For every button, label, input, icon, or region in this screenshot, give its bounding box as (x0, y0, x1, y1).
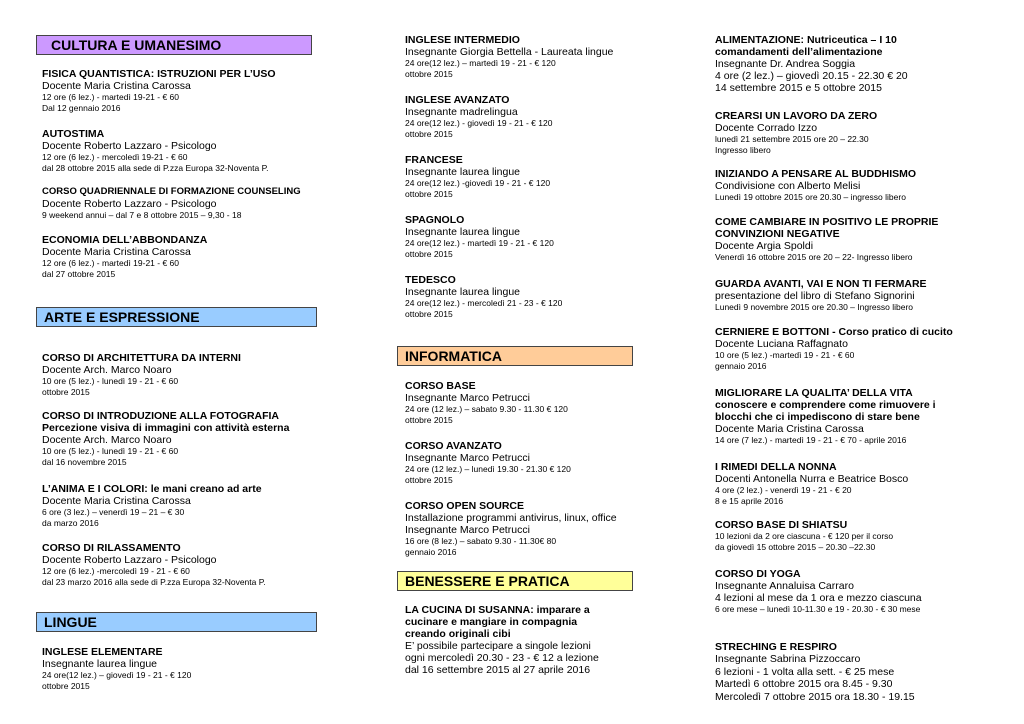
course-title: SPAGNOLO (405, 214, 465, 226)
course-detail: 24 ore(12 lez.) - mercoledì 21 - 23 - € 120 (405, 298, 563, 308)
course-date: ottobre 2015 (405, 188, 453, 199)
section-title: LINGUE (44, 614, 97, 630)
course-detail: 12 ore (6 lez.) -mercoledì 19 - 21 - € 60 (42, 566, 190, 576)
course-cucina-susanna (405, 604, 675, 676)
course-title: ECONOMIA DELL’ABBONDANZA (42, 234, 208, 246)
course-spagnolo (405, 214, 675, 259)
course-detail: 24 ore(12 lez.) – giovedì 19 - 21 - € 120 (42, 670, 192, 680)
section-title: INFORMATICA (405, 348, 502, 364)
section-title: CULTURA E UMANESIMO (51, 37, 222, 53)
course-title: MIGLIORARE LA QUALITA’ DELLA VITA (715, 387, 913, 399)
course-title: CONVINZIONI NEGATIVE (715, 228, 840, 240)
course-title: GUARDA AVANTI, VAI E NON TI FERMARE (715, 278, 927, 290)
course-fotografia (42, 410, 332, 467)
course-detail: 24 ore (12 lez.) – lunedì 19.30 - 21.30 € 120 (405, 464, 571, 474)
course-detail: lunedì 21 settembre 2015 ore 20 – 22.30 (715, 134, 869, 144)
course-title: CORSO DI YOGA (715, 568, 801, 580)
course-lavoro (715, 110, 1010, 155)
course-detail: 4 lezioni al mese da 1 ora e mezzo ciascuna (715, 592, 922, 604)
course-title: L’ANIMA E I COLORI: le mani creano ad arte (42, 483, 262, 495)
course-detail: 12 ore (6 lez.) - martedì 19-21 - € 60 (42, 258, 180, 268)
course-title: blocchi che ci impediscono di stare bene (715, 411, 920, 423)
course-date: dal 28 ottobre 2015 alla sede di P.zza Europa 32-Noventa P. (42, 162, 269, 173)
course-detail: 10 ore (5 lez.) -martedì 19 - 21 - € 60 (715, 350, 855, 360)
course-title: CORSO AVANZATO (405, 440, 502, 452)
course-detail: ogni mercoledì 20.30 - 23 - € 12 a lezione (405, 652, 599, 664)
course-teacher: Insegnante Marco Petrucci (405, 392, 530, 404)
course-autostima (42, 128, 332, 173)
course-title: CORSO QUADRIENNALE DI FORMAZIONE COUNSELING (42, 186, 301, 197)
course-informatica-avanzato (405, 440, 675, 485)
course-detail: 10 lezioni da 2 ore ciascuna - € 120 per il corso (715, 531, 894, 541)
course-teacher: Insegnante Dr. Andrea Soggia (715, 58, 856, 70)
course-teacher: Docente Luciana Raffagnato (715, 338, 848, 350)
course-alimentazione (715, 34, 1010, 94)
section-cultura-header (36, 35, 312, 55)
course-detail: Venerdì 16 ottobre 2015 ore 20 – 22- Ingresso libero (715, 252, 913, 262)
course-date: ottobre 2015 (405, 308, 453, 319)
course-date: ottobre 2015 (405, 414, 453, 425)
course-title: TEDESCO (405, 274, 456, 286)
course-detail: 24 ore(12 lez.) -giovedì 19 - 21 - € 120 (405, 178, 551, 188)
course-detail: 4 ore (2 lez.) – giovedì 20.15 - 22.30 € 20 (715, 70, 908, 82)
course-fisica (42, 68, 332, 113)
course-detail: 10 ore (5 lez.) - lunedì 19 - 21 - € 60 (42, 376, 179, 386)
course-teacher: Insegnante Marco Petrucci (405, 452, 530, 464)
course-detail: 6 ore (3 lez.) – venerdì 19 – 21 – € 30 (42, 507, 185, 517)
course-open-source (405, 500, 675, 557)
section-informatica-header (397, 346, 633, 366)
course-detail: 16 ore (8 lez.) – sabato 9.30 - 11.30€ 80 (405, 536, 557, 546)
course-date: dal 16 novembre 2015 (42, 456, 127, 467)
course-date: Martedì 6 ottobre 2015 ora 8.45 - 9.30 (715, 678, 893, 690)
course-detail: 6 lezioni - 1 volta alla sett. - € 25 mese (715, 665, 895, 678)
course-teacher: Insegnante laurea lingue (42, 658, 158, 670)
course-qualita-vita (715, 387, 1010, 446)
course-teacher: Insegnante Marco Petrucci (405, 524, 530, 536)
course-title: FISICA QUANTISTICA: ISTRUZIONI PER L’USO (42, 68, 276, 80)
course-teacher: Insegnante laurea lingue (405, 226, 521, 238)
course-rilassamento (42, 542, 332, 587)
course-teacher: Docente Arch. Marco Noaro (42, 434, 172, 446)
course-title: INGLESE INTERMEDIO (405, 34, 520, 46)
course-economia (42, 234, 332, 279)
course-detail: 12 ore (6 lez.) - mercoledì 19-21 - € 60 (42, 152, 188, 162)
course-title: I RIMEDI DELLA NONNA (715, 461, 837, 473)
course-buddhismo (715, 168, 1010, 203)
course-title: CREARSI UN LAVORO DA ZERO (715, 110, 878, 122)
course-teacher: Docente Roberto Lazzaro - Psicologo (42, 140, 217, 152)
course-date: Dal 12 gennaio 2016 (42, 102, 121, 113)
course-title: INIZIANDO A PENSARE AL BUDDHISMO (715, 168, 917, 180)
course-teacher: Docente Roberto Lazzaro - Psicologo (42, 198, 217, 210)
course-detail: Lunedì 9 novembre 2015 ore 20.30 – Ingresso libero (715, 302, 913, 312)
course-teacher: presentazione del libro di Stefano Signorini (715, 290, 915, 302)
course-date: dal 27 ottobre 2015 (42, 268, 116, 279)
course-title: creando originali cibi (405, 628, 511, 640)
course-date: gennaio 2016 (405, 546, 457, 557)
course-inglese-intermedio (405, 34, 675, 79)
section-title: ARTE E ESPRESSIONE (44, 309, 200, 325)
course-francese (405, 154, 675, 199)
course-subtitle: Percezione visiva di immagini con attività esterna (42, 422, 290, 434)
course-teacher: Insegnante Sabrina Pizzoccaro (715, 653, 861, 665)
course-date: ottobre 2015 (42, 386, 90, 397)
course-date: dal 16 settembre 2015 al 27 aprile 2016 (405, 664, 591, 676)
course-title: comandamenti dell’alimentazione (715, 46, 883, 58)
course-title: STRECHING E RESPIRO (715, 641, 837, 653)
course-title: ALIMENTAZIONE: Nutriceutica – I 10 (715, 34, 897, 46)
course-detail: Lunedì 19 ottobre 2015 ore 20.30 – ingresso libero (715, 192, 906, 202)
course-date: ottobre 2015 (405, 474, 453, 485)
course-cerniere (715, 326, 1010, 371)
course-subtitle: Installazione programmi antivirus, linux, office (405, 512, 617, 524)
course-detail: 24 ore (12 lez.) – sabato 9.30 - 11.30 € 120 (405, 404, 568, 414)
course-colori (42, 483, 332, 528)
course-inglese-avanzato (405, 94, 675, 139)
course-detail: 9 weekend annui – dal 7 e 8 ottobre 2015 – 9,30 - 18 (42, 210, 242, 220)
course-note: Ingresso libero (715, 144, 771, 155)
course-date: 8 e 15 aprile 2016 (715, 495, 784, 506)
section-arte-header (36, 307, 317, 327)
course-date: Mercoledì 7 ottobre 2015 ora 18.30 - 19.15 (715, 690, 915, 703)
course-title: LA CUCINA DI SUSANNA: imparare a (405, 604, 590, 616)
course-rimedi-nonna (715, 461, 1010, 506)
course-guarda-avanti (715, 278, 1010, 313)
course-detail: 4 ore (2 lez.) - venerdì 19 - 21 - € 20 (715, 485, 852, 495)
section-lingue-header (36, 612, 317, 632)
course-teacher: Docente Roberto Lazzaro - Psicologo (42, 554, 217, 566)
course-title: CORSO DI RILASSAMENTO (42, 542, 181, 554)
course-date: 14 settembre 2015 e 5 ottobre 2015 (715, 82, 882, 94)
course-teacher: Condivisione con Alberto Melisi (715, 180, 861, 192)
course-teacher: Docente Maria Cristina Carossa (42, 495, 191, 507)
course-teacher: Insegnante madrelingua (405, 106, 518, 118)
course-date: dal 23 marzo 2016 alla sede di P.zza Europa 32-Noventa P. (42, 576, 266, 587)
section-benessere-header (397, 571, 633, 591)
course-title: AUTOSTIMA (42, 128, 105, 140)
course-tedesco (405, 274, 675, 319)
course-teacher: Insegnante Annaluisa Carraro (715, 580, 854, 592)
course-title: CORSO DI INTRODUZIONE ALLA FOTOGRAFIA (42, 410, 280, 422)
course-title: INGLESE ELEMENTARE (42, 646, 163, 658)
course-title: FRANCESE (405, 154, 463, 166)
course-title: CORSO OPEN SOURCE (405, 500, 525, 512)
course-date: ottobre 2015 (405, 248, 453, 259)
course-teacher: Docente Maria Cristina Carossa (715, 423, 864, 435)
course-title: conoscere e comprendere come rimuovere i (715, 399, 936, 411)
course-date: da giovedì 15 ottobre 2015 – 20.30 –22.30 (715, 541, 876, 552)
course-teacher: Docente Argia Spoldi (715, 240, 814, 252)
course-title: cucinare e mangiare in compagnia (405, 616, 578, 628)
course-teacher: Docente Maria Cristina Carossa (42, 246, 191, 258)
course-title: INGLESE AVANZATO (405, 94, 510, 106)
course-inglese-elementare (42, 646, 332, 691)
course-teacher: Insegnante laurea lingue (405, 286, 521, 298)
course-date: gennaio 2016 (715, 360, 767, 371)
course-date: ottobre 2015 (405, 68, 453, 79)
course-detail: 12 ore (6 lez.) - martedì 19-21 - € 60 (42, 92, 180, 102)
course-cambiare (715, 216, 1010, 263)
course-teacher: Insegnante Giorgia Bettella - Laureata lingue (405, 46, 614, 58)
course-date: da marzo 2016 (42, 517, 99, 528)
course-title: COME CAMBIARE IN POSITIVO LE PROPRIE (715, 216, 939, 228)
course-teacher: Docente Maria Cristina Carossa (42, 80, 191, 92)
course-teacher: Docenti Antonella Nurra e Beatrice Bosco (715, 473, 909, 485)
course-teacher: Docente Arch. Marco Noaro (42, 364, 172, 376)
course-title: CORSO BASE DI SHIATSU (715, 519, 848, 531)
course-detail: 14 ore (7 lez.) - martedì 19 - 21 - € 70 - aprile 2016 (715, 435, 907, 445)
section-title: BENESSERE E PRATICA (405, 573, 570, 589)
course-detail: 24 ore(12 lez.) - martedì 19 - 21 - € 120 (405, 238, 554, 248)
course-streching (715, 641, 1010, 703)
course-teacher: Docente Corrado Izzo (715, 122, 818, 134)
course-architettura (42, 352, 332, 397)
course-shiatsu (715, 519, 1010, 552)
course-yoga (715, 568, 1010, 615)
course-detail: 24 ore(12 lez.) – martedì 19 - 21 - € 120 (405, 58, 556, 68)
course-detail: 10 ore (5 lez.) - lunedì 19 - 21 - € 60 (42, 446, 179, 456)
course-counseling (42, 186, 332, 221)
course-detail: 24 ore(12 lez.) - giovedì 19 - 21 - € 120 (405, 118, 553, 128)
course-informatica-base (405, 380, 675, 425)
course-date: ottobre 2015 (42, 680, 90, 691)
course-detail: 6 ore mese – lunedì 10-11.30 e 19 - 20.30 - € 30 mese (715, 604, 921, 614)
course-title: CORSO BASE (405, 380, 476, 392)
course-date: ottobre 2015 (405, 128, 453, 139)
course-title: CORSO DI ARCHITETTURA DA INTERNI (42, 352, 241, 364)
course-detail: E’ possibile partecipare a singole lezioni (405, 640, 591, 652)
course-teacher: Insegnante laurea lingue (405, 166, 521, 178)
course-title: CERNIERE E BOTTONI - Corso pratico di cucito (715, 326, 953, 338)
